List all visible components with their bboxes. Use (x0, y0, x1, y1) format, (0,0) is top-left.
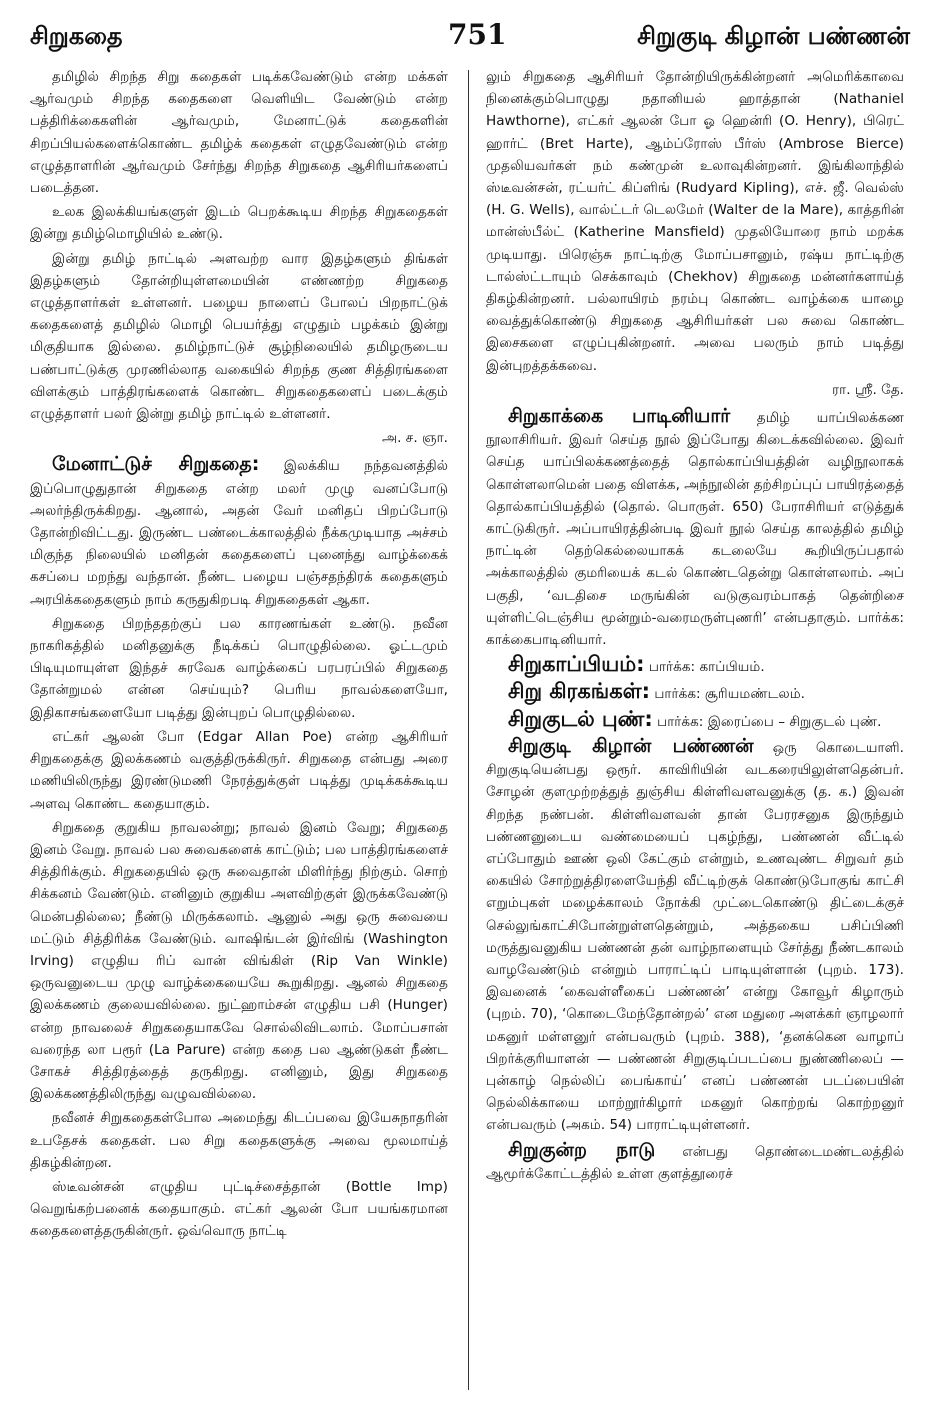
entry-headword: சிறுகாக்கை பாடினியார் (508, 405, 731, 428)
cross-reference (486, 708, 904, 733)
entry-body: என்பது தொண்டைமண்டலத்தில் ஆமூர்க்கோட்டத்தில் உள்ள குளத்தூரைச் (486, 1143, 904, 1182)
right-column (486, 66, 904, 1396)
paragraph: உலக இலக்கியங்களுள் இடம் பெறக்கூடிய சிறந்த சிறுகதைகள் இன்று தமிழ்மொழியில் உண்டு. (30, 204, 448, 243)
entry-headword: சிறுகுன்ற நாடு (508, 1138, 656, 1161)
left-column (30, 66, 448, 1396)
paragraph: எட்கர் ஆலன் போ (Edgar Allan Poe) என்ற ஆசிரியர் சிறுகதைக்கு இலக்கணம் வகுத்திருக்கிருர். சிறுகதை என்பது அரை மணியிலிருந்து இரண்டுமணி நேரத்துக்குள் படித்து முடிக்கக்கூடிய அளவு கொண்ட கதையாகும். (30, 728, 448, 812)
paragraph: லும் சிறுகதை ஆசிரியர் தோன்றியிருக்கின்றனர் அமெரிக்காவை நினைக்கும்பொழுது நதானியல் ஹாத்தான் (Nathaniel Hawthorne), எட்கர் ஆலன் போ ஓ ஹென்ரி (O. Henry), பிரெட் ஹார்ட் (Bret Harte), ஆம்ப்ரோஸ் பீர்ஸ் (Ambrose Bierce) முதலியவர்கள் நம் கண்முன் உலாவுகின்றனர். இங்கிலாந்தில் ஸ்டீவன்சன், ரட்யர்ட் கிப்ளிங் (Rudyard Kipling), எச். ஜீ. வெல்ஸ் (H. G. Wells), வால்ட்டர் டெலமேர் (Walter de la Mare), காத்தரின் மான்ஸ்பீல்ட் (Katherine Mansfield) முதலியோரை நாம் மறக்க முடியாது. பிரெஞ்சு நாட்டிற்கு மோப்பசானும், ரஷ்ய நாட்டிற்கு டால்ஸ்ட்டாயும் செக்காவும் (Chekhov) சிறுகதை மன்னர்களாய்த் திகழ்கின்றனர். பல்லாயிரம் நரம்பு கொண்ட வாழ்க்கை யாழை வைத்துக்கொண்டு சிறுகதை ஆசிரியர்கள் பல சுவை கொண்ட இசைகளை எழுப்புகின்றனர். அவை பலரும் நாம் படித்து இன்புறத்தக்கவை. (486, 69, 904, 374)
section-paragraph (30, 453, 448, 610)
entry-headword: சிறு கிரகங்கள்: (508, 679, 650, 704)
author-signature: ரா. ஸ்ரீ. தே. (832, 381, 904, 398)
entry (486, 1139, 904, 1185)
section-body: இலக்கிய நந்தவனத்தில் இப்பொழுதுதான் சிறுகதை என்ற மலர் முழு வனப்போடு அலர்ந்திருக்கிறது. ஆனால், அதன் வேர் மனிதப் பிறப்போடு தோன்றிவிட்டது. இருண்ட பண்டைக்காலத்தில் நீக்கமுடியாத அச்சம் மிகுந்த நிலையில் மனிதன் கதைகளைப் புனைந்து வாழ்க்கைக் கசப்பை மறந்து வந்தான். நீண்ட பழைய பஞ்சதந்திரக் கதைகளும் அரபிக்கதைகளும் நாம் கருதுகிறபடி சிறுகதைகள் ஆகா. (30, 458, 448, 608)
entry (486, 405, 904, 651)
section-heading: மேனாட்டுச் சிறுகதை: (52, 453, 260, 476)
cross-reference (486, 653, 904, 678)
entry-headword: சிறுகுடல் புண்: (508, 706, 653, 731)
see-reference: பார்க்க: சூரியமண்டலம். (654, 686, 805, 703)
paragraph: ஸ்டீவன்சன் எழுதிய புட்டிச்சைத்தான் (Bottle Imp) வெறுங்கற்பனைக் கதையாகும். எட்கர் ஆலன் போ பயங்கரமான கதைகளைத்தருகின்ருர். ஒவ்வொரு நாட்டி (30, 1178, 448, 1240)
running-head-left: சிறுகதை (30, 22, 123, 50)
paragraph: சிறுகதை பிறந்ததற்குப் பல காரணங்கள் உண்டு. நவீன நாகரிகத்தில் மனிதனுக்கு நீடிக்கப் பொழுதில்லை. ஓட்டமும் பிடியுமாயுள்ள இந்தச் சுரவேக வாழ்க்கைப் பரபரப்பில் சிறுகதை தோன்றுமல் என்ன செய்யும்? பெரிய நாவல்களையோ, இதிகாசங்களையோ படித்து இன்புறப் பொழுதில்லை. (30, 615, 448, 721)
cross-reference (486, 680, 904, 705)
entry (486, 735, 904, 1137)
entry-headword: சிறுகாப்பியம்: (508, 652, 645, 677)
running-head-right: சிறுகுடி கிழான் பண்ணன் (637, 22, 910, 50)
paragraph: சிறுகதை குறுகிய நாவலன்று; நாவல் இனம் வேறு; சிறுகதை இனம் வேறு. நாவல் பல சுவைகளைக் காட்டும்; பல பாத்திரங்களைச் சித்திரிக்கும். சிறுகதையில் ஒரு சுவைதான் மிளிர்ந்து நிற்கும். சொற் சிக்கனம் வேண்டும். எனினும் குறுகிய அளவிற்குள் இருக்கவேண்டு மென்பதில்லை; நீண்டு மிருக்கலாம். ஆனுல் அது ஒரு சுவையை மட்டும் சித்திரிக்க வேண்டும். வாஷிங்டன் இர்விங் (Washington Irving) எழுதிய ரிப் வான் விங்கிள் (Rip Van Winkle) ஒருவனுடைய முழு வாழ்க்கையையே கூறுகிறது. ஆனல் சிறுகதை இலக்கணம் குலையவில்லை. நுட்ஹாம்சன் எழுதிய பசி (Hunger) என்ற நாவலைச் சிறுகதையாகவே சொல்லிவிடலாம். மோப்பசான் வரைந்த லா பரூர் (La Parure) என்ற கதை பல ஆண்டுகள் நீண்ட சோகச் சித்திரத்தைத் தருகிறது. எனினும், இது சிறுகதை இலக்கணத்திலிருந்து வழுவவில்லை. (30, 819, 448, 1103)
page-header (30, 18, 910, 58)
entry-headword: சிறுகுடி கிழான் பண்ணன் (508, 734, 754, 757)
page-number: 751 (448, 18, 507, 51)
column-divider (468, 70, 469, 1390)
see-reference: பார்க்க: காப்பியம். (648, 659, 765, 676)
entry-body: ஒரு கொடையாளி. சிறுகுடியென்பது ஒரூர். காவிரியின் வடகரையிலுள்ளதென்பர். சோழன் குளமுற்றத்துத் துஞ்சிய கிள்ளிவளவனுக்கு (த. க.) இவன் சிறந்த நண்பன். கிள்ளிவளவன் தான் பேரரசனுக இருந்தும் பண்ணனுடைய வண்மையைப் புகழ்ந்து, பண்ணன் வீட்டில் எப்போதும் ஊண் ஒலி கேட்கும் என்றும், உணவுண்ட சிறுவர் தம் கையில் சோற்றுத்திரளையேந்தி வீட்டிற்குக் கொண்டுபோகுங் காட்சி எறும்புகள் மழைக்காலம் நோக்கி முட்டைகொண்டு திட்டைக்குச் செல்லுங்காட்சிபோன்றுள்ளதென்றும், அத்தகைய பசிப்பிணி மருத்துவனுகிய பண்ணன் தன் வாழ்நாளையும் சேர்த்து நீண்டகாலம் வாழவேண்டும் என்றும் பாராட்டிப் பாடியுள்ளான் (புறம். 173). இவனைக் ‘கைவள்ளீகைப் பண்ணன்’ என்று கோவூர் கிழாரும் (புறம். 70), ‘கொடைமேந்தோன்றல்’ என மதுரை அளக்கர் ஞாழலார் மகனுர் மள்ளனுர் என்பவரும் (புறம். 388), ‘தனக்கென வாழாப் பிறர்க்குரியாளன் — பண்ணன் சிறுகுடிப்படப்பை நுண்ணிலைப் — புன்காழ் நெல்லிப் பைங்காய்’ எனப் பண்ணன் படப்பையின் நெல்லிக்காயை மாற்றூர்கிழார் மகனுர் கொற்றங் கொற்றனுர் என்பவரும் (அகம். 54) பாராட்டியுள்ளனர். (486, 739, 904, 1134)
author-signature: அ. ச. ஞா. (382, 430, 448, 447)
paragraph: இன்று தமிழ் நாட்டில் அளவற்ற வார இதழ்களும் திங்கள் இதழ்களும் தோன்றியுள்ளமையின் எண்ணற்ற சிறுகதை எழுத்தாளர்கள் உள்ளனர். பழைய நாளைப் போலப் பிறநாட்டுக் கதைகளைத் தமிழில் மொழி பெயர்த்து எழுதும் பழக்கம் இன்று மிகுதியாக இல்லை. தமிழ்நாட்டுச் சூழ்நிலையில் தமிழருடைய பண்பாட்டுக்கு முரணில்லாத வகையில் சிறந்த குண சித்திரங்களை விளக்கும் பாத்திரங்களைக் கொண்ட சிறுகதைகளைப் படைக்கும் எழுத்தாளர் பலர் இன்று தமிழ் நாட்டில் உள்ளனர். (30, 250, 448, 423)
entry-body: தமிழ் யாப்பிலக்கண நூலாசிரியர். இவர் செய்த நூல் இப்போது கிடைக்கவில்லை. இவர் செய்த யாப்பிலக்கணத்தைத் தொல்காப்பியத்தின் வழிநூலாகக் கொள்ளலாமென் பதை விளக்க, அந்நூலின் தற்சிறப்புப் பாயிரத்தைத் தொல்காப்பியத்தில் (தொல். பொருள். 650) பேராசிரியர் எடுத்துக் காட்டுகிருர். அப்பாயிரத்தின்படி இவர் நூல் செய்த காலத்தில் தமிழ் நாட்டின் தெற்கெல்லையாகக் கடலையே கூறியிருப்பதால் அக்காலத்தில் குமரியைக் கடல் கொண்டதென்று கொள்ளலாம். அப் பகுதி, ‘வடதிசை மருங்கின் வடுகுவரம்பாகத் தென்றிசை யுள்ளிட்டெஞ்சிய மூன்றும்-வரைமருள்புணரி’ என்பதாகும். பார்க்க: காக்கைபாடினியார். (486, 410, 904, 649)
see-reference: பார்க்க: இரைப்பை – சிறுகுடல் புண். (657, 713, 882, 730)
paragraph: தமிழில் சிறந்த சிறு கதைகள் படிக்கவேண்டும் என்ற மக்கள் ஆர்வமும் சிறந்த கதைகளை வெளியிட வேண்டும் என்ற பத்திரிக்கைகளின் ஆர்வமும், மேனாட்டுக் கதைகளின் சிறப்பியல்களைக்கொண்ட தமிழ்க் கதைகள் எழுதவேண்டும் என்ற எழுத்தாளரின் ஆர்வமும் சேர்ந்து சிறந்த சிறுகதை ஆசிரியர்களைப் படைத்தன. (30, 69, 448, 197)
paragraph: நவீனச் சிறுகதைகள்போல அமைந்து கிடப்பவை இயேசுநாதரின் உபதேசக் கதைகள். பல சிறு கதைகளுக்கு அவை மூலமாய்த் திகழ்கின்றன. (30, 1110, 448, 1171)
